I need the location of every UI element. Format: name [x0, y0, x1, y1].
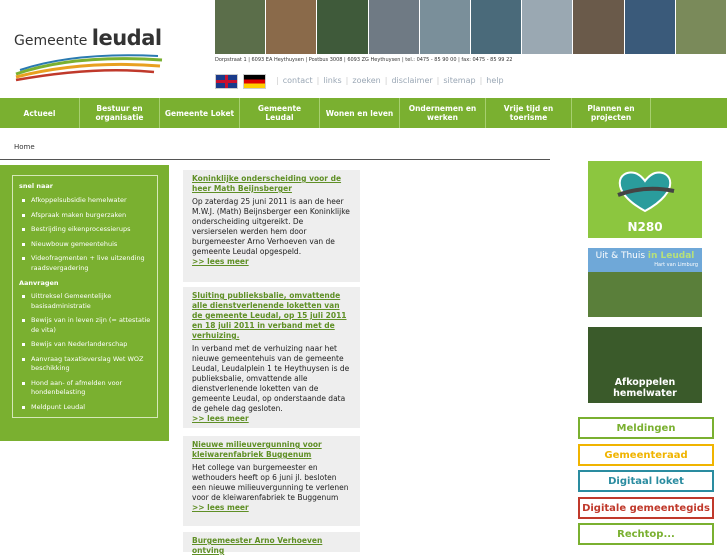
news-body: Het college van burgemeester en wethouders heeft op 6 juni jl. besloten een nieuwe milieuvergunning te verlenen voor de kleiwarenfabriek te Buggenum: [192, 463, 349, 502]
sidebar-link[interactable]: Nieuwbouw gemeentehuis: [19, 240, 153, 250]
quick-link-button[interactable]: Rechtop...: [578, 523, 714, 545]
uit-en-thuis-subtitle: Hart van Limburg: [654, 262, 698, 268]
sidebar-link[interactable]: Afspraak maken burgerzaken: [19, 211, 153, 221]
news-title[interactable]: Sluiting publieksbalie, omvattende alle dienstverlenende loketten van de gemeente Leudal, op 15 juli 2011 en 18 juli 2011 in verband met de verhuizing.: [192, 291, 347, 340]
header-photo: [471, 0, 522, 54]
top-link-sitemap[interactable]: sitemap: [443, 76, 476, 85]
news-body: In verband met de verhuizing naar het nieuwe gemeentehuis van de gemeente Leudal, Leudalplein 1 te Heythuysen is de publieksbalie, omvattende alle dienstverlenende loketten van de gemeente Leudal, op onderstaande data de gehele dag gesloten.: [192, 344, 350, 413]
news-body: Op zaterdag 25 juni 2011 is aan de heer M.W.J. (Math) Beijnsberger een Koninklijke onderscheiding uitgereikt. De versierselen werden hem door burgemeester Arno Verhoeven van de gemeente Leudal opgespeld.: [192, 197, 350, 256]
top-link-help[interactable]: help: [486, 76, 504, 85]
quick-link-button[interactable]: Digitale gemeentegids: [578, 497, 714, 519]
sidebar-link[interactable]: Videofragmenten + live uitzending raadsvergadering: [19, 254, 153, 273]
news-item: [183, 436, 360, 526]
language-flags: [215, 74, 266, 89]
uit-en-thuis-promo-banner[interactable]: [588, 248, 702, 317]
header-photo: [317, 0, 368, 54]
link-separator: |: [384, 76, 388, 85]
sidebar-link[interactable]: Afkoppelsubsidie hemelwater: [19, 196, 153, 206]
sidebar: [0, 165, 169, 441]
news-title[interactable]: Nieuwe milieuvergunning voor kleiwarenfabriek Buggenum: [192, 440, 322, 459]
read-more-link[interactable]: >> lees meer: [192, 503, 249, 512]
link-separator: |: [479, 76, 483, 85]
contact-address: Dorpstraat 1 | 6093 EA Heythuysen | Postbus 3008 | 6093 ZG Heythuysen | tel.: 0475 - 85 90 00 | fax: 0475 - 85 99 22: [215, 57, 513, 63]
nav-item[interactable]: Wonen en leven: [320, 98, 400, 128]
link-separator: |: [316, 76, 320, 85]
quick-link-button[interactable]: Gemeenteraad: [578, 444, 714, 466]
top-link-links[interactable]: links: [323, 76, 342, 85]
header-photo: [369, 0, 420, 54]
quick-link-button[interactable]: Digitaal loket: [578, 470, 714, 492]
sidebar-link[interactable]: Bewijs van Nederlanderschap: [19, 340, 153, 350]
nav-item[interactable]: Actueel: [0, 98, 80, 128]
breadcrumb[interactable]: Home: [14, 143, 35, 151]
news-title[interactable]: Burgemeester Arno Verhoeven ontving: [192, 536, 323, 555]
n280-label: N280: [627, 220, 663, 234]
sidebar-link[interactable]: Uittreksel Gemeentelijke basisadministratie: [19, 292, 153, 311]
read-more-link[interactable]: >> lees meer: [192, 414, 249, 423]
nav-item[interactable]: Gemeente Loket: [160, 98, 240, 128]
main-navigation: [0, 98, 727, 128]
sidebar-link[interactable]: Bewijs van in leven zijn (= attestatie de vita): [19, 316, 153, 335]
news-title[interactable]: Koninklijke onderscheiding voor de heer Math Beijnsberger: [192, 174, 342, 193]
sidebar-link[interactable]: Hond aan- of afmelden voor hondenbelasting: [19, 379, 153, 398]
afkoppelen-promo-banner[interactable]: [588, 327, 702, 403]
nav-item[interactable]: Ondernemen en werken: [400, 98, 486, 128]
header-photo: [573, 0, 624, 54]
sidebar-heading-snel-naar: snel naar: [19, 182, 54, 190]
header-photo: [266, 0, 317, 54]
news-item: [183, 287, 360, 428]
link-separator: |: [345, 76, 349, 85]
breadcrumb-divider: [0, 159, 550, 160]
sidebar-link[interactable]: Aanvraag taxatieverslag Wet WOZ beschikking: [19, 355, 153, 374]
n280-promo-banner[interactable]: [588, 161, 702, 238]
header-photo: [215, 0, 266, 54]
sidebar-heading-aanvragen: Aanvragen: [19, 279, 59, 287]
sidebar-list-snel-naar: [19, 196, 153, 278]
afkoppelen-label: Afkoppelen hemelwater: [613, 377, 677, 399]
top-links: [276, 76, 504, 85]
top-link-zoeken[interactable]: zoeken: [352, 76, 381, 85]
sidebar-link[interactable]: Meldpunt Leudal: [19, 403, 153, 413]
nav-item[interactable]: Gemeente Leudal: [240, 98, 320, 128]
header-photo-strip: [215, 0, 727, 54]
german-flag-icon[interactable]: [243, 74, 266, 89]
header-photo: [676, 0, 727, 54]
sidebar-list-aanvragen: [19, 292, 153, 417]
quick-link-button[interactable]: Meldingen: [578, 417, 714, 439]
gemeente-leudal-logo[interactable]: [14, 26, 164, 86]
sidebar-link[interactable]: Bestrijding eikenprocessierups: [19, 225, 153, 235]
link-separator: |: [436, 76, 440, 85]
header-photo: [522, 0, 573, 54]
header-photo: [625, 0, 676, 54]
nav-item[interactable]: Bestuur en organisatie: [80, 98, 160, 128]
uit-en-thuis-label: Uit & Thuis in Leudal: [595, 251, 695, 261]
heart-road-icon: [588, 161, 702, 221]
news-item: [183, 532, 360, 555]
header-photo: [420, 0, 471, 54]
top-link-contact[interactable]: contact: [282, 76, 313, 85]
link-separator: |: [276, 76, 279, 85]
sidebar-box: [12, 175, 158, 418]
news-item: [183, 170, 360, 282]
english-flag-icon[interactable]: [215, 74, 238, 89]
read-more-link[interactable]: >> lees meer: [192, 257, 249, 266]
nav-item[interactable]: Plannen en projecten: [572, 98, 651, 128]
logo-text: Gemeente leudal: [14, 26, 162, 50]
top-link-disclaimer[interactable]: disclaimer: [391, 76, 433, 85]
nav-item[interactable]: Vrije tijd en toerisme: [486, 98, 572, 128]
logo-swoosh-icon: [14, 52, 164, 82]
